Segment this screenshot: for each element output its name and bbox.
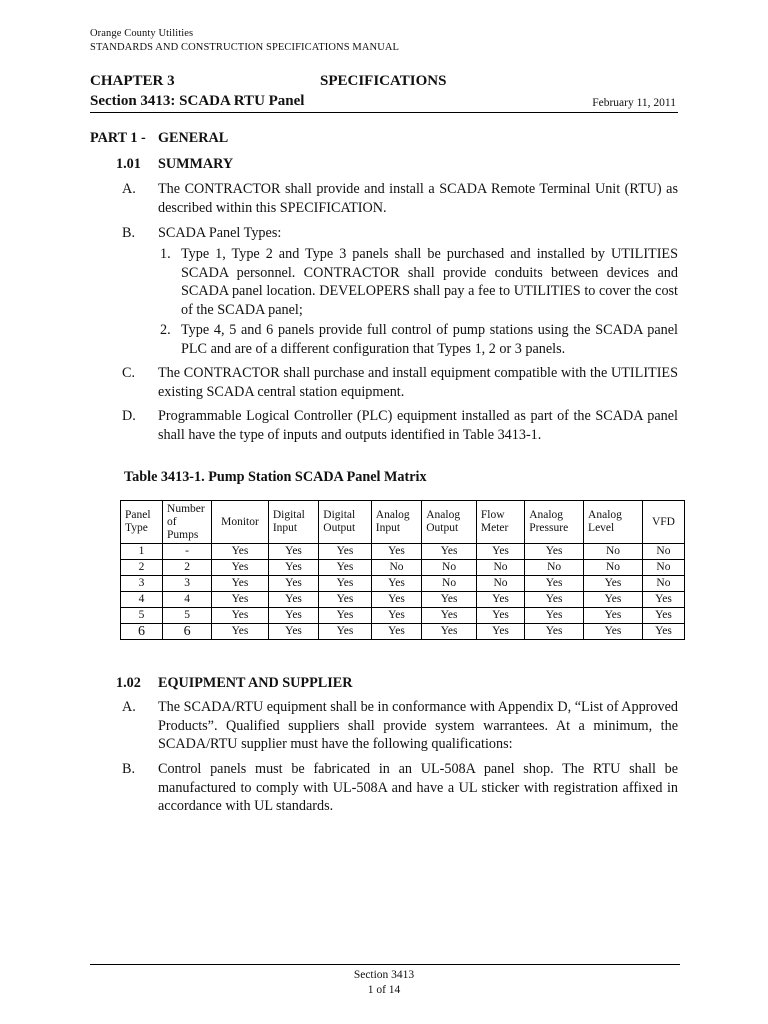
item-label: B. bbox=[122, 761, 136, 777]
table-cell: Yes bbox=[422, 608, 477, 624]
table-cell: Yes bbox=[212, 608, 269, 624]
table-cell: Yes bbox=[212, 624, 269, 640]
table-cell: 1 bbox=[121, 544, 163, 560]
column-header: Monitor bbox=[212, 501, 269, 544]
table-cell: Yes bbox=[319, 560, 372, 576]
table-cell: No bbox=[584, 560, 643, 576]
table-row bbox=[121, 544, 685, 560]
header-rule bbox=[90, 112, 678, 113]
table-cell: No bbox=[584, 544, 643, 560]
table-cell: Yes bbox=[371, 592, 421, 608]
list-number: 1. bbox=[160, 246, 171, 262]
column-header: Analog Output bbox=[422, 501, 477, 544]
column-header: Analog Level bbox=[584, 501, 643, 544]
table-cell: Yes bbox=[642, 608, 684, 624]
table-cell: Yes bbox=[422, 544, 477, 560]
table-cell: Yes bbox=[212, 544, 269, 560]
table-cell: 4 bbox=[163, 592, 212, 608]
table-cell: Yes bbox=[476, 608, 524, 624]
table-row bbox=[121, 592, 685, 608]
item-label: A. bbox=[122, 181, 136, 197]
column-header: VFD bbox=[642, 501, 684, 544]
table-cell: Yes bbox=[371, 624, 421, 640]
table-cell: No bbox=[476, 560, 524, 576]
table-cell: Yes bbox=[525, 544, 584, 560]
table-cell: Yes bbox=[268, 592, 318, 608]
table-cell: - bbox=[163, 544, 212, 560]
table-cell: Yes bbox=[476, 624, 524, 640]
table-row bbox=[121, 560, 685, 576]
table-cell: Yes bbox=[371, 608, 421, 624]
column-header: Analog Input bbox=[371, 501, 421, 544]
column-header: Panel Type bbox=[121, 501, 163, 544]
table-cell: No bbox=[642, 544, 684, 560]
table-cell: Yes bbox=[476, 544, 524, 560]
table-cell: No bbox=[371, 560, 421, 576]
table-cell: Yes bbox=[422, 624, 477, 640]
manual-title: STANDARDS AND CONSTRUCTION SPECIFICATIONS MANUAL bbox=[90, 42, 400, 53]
table-cell: 5 bbox=[163, 608, 212, 624]
org-name: Orange County Utilities bbox=[90, 28, 194, 39]
table-cell: Yes bbox=[212, 576, 269, 592]
table-cell: No bbox=[642, 576, 684, 592]
section-heading: EQUIPMENT AND SUPPLIER bbox=[158, 675, 353, 691]
table-cell: No bbox=[422, 560, 477, 576]
table-cell: Yes bbox=[584, 624, 643, 640]
table-cell: No bbox=[422, 576, 477, 592]
table-cell: 2 bbox=[163, 560, 212, 576]
paragraph: Programmable Logical Controller (PLC) equipment installed as part of the SCADA panel shall have the type of inputs and outputs identified in Table 3413-1. bbox=[158, 408, 678, 443]
column-header: Digital Output bbox=[319, 501, 372, 544]
table-cell: Yes bbox=[319, 592, 372, 608]
table-cell: Yes bbox=[212, 560, 269, 576]
table-cell: Yes bbox=[642, 592, 684, 608]
footer-section: Section 3413 bbox=[353, 969, 415, 981]
paragraph: The SCADA/RTU equipment shall be in conformance with Appendix D, “List of Approved Products”. Qualified suppliers shall provide system warrantees. At a minimum, the SCADA/RTU supplier must have the following qualifications: bbox=[158, 699, 678, 752]
table-cell: Yes bbox=[268, 560, 318, 576]
section-heading: SUMMARY bbox=[158, 156, 234, 172]
table-cell: No bbox=[476, 576, 524, 592]
panel-matrix-table bbox=[120, 500, 685, 640]
section-title: Section 3413: SCADA RTU Panel bbox=[90, 93, 305, 109]
document-date: February 11, 2011 bbox=[592, 97, 676, 109]
table-cell: Yes bbox=[319, 544, 372, 560]
section-number: 1.01 bbox=[116, 156, 141, 172]
list-number: 2. bbox=[160, 322, 171, 338]
column-header: Digital Input bbox=[268, 501, 318, 544]
table-cell: Yes bbox=[584, 592, 643, 608]
column-header: Analog Pressure bbox=[525, 501, 584, 544]
paragraph: Control panels must be fabricated in an UL-508A panel shop. The RTU shall be manufactured to comply with UL-508A and have a UL sticker with registration affixed in accordance with UL standards. bbox=[158, 761, 678, 814]
section-number: 1.02 bbox=[116, 675, 141, 691]
page-number: 1 of 14 bbox=[367, 984, 401, 996]
table-cell: 2 bbox=[121, 560, 163, 576]
table-cell: Yes bbox=[422, 592, 477, 608]
table-cell: 6 bbox=[121, 624, 163, 640]
table-cell: Yes bbox=[268, 576, 318, 592]
paragraph: SCADA Panel Types: bbox=[158, 225, 282, 241]
table-row bbox=[121, 576, 685, 592]
table-cell: Yes bbox=[268, 624, 318, 640]
table-cell: Yes bbox=[268, 544, 318, 560]
item-label: B. bbox=[122, 225, 136, 241]
table-cell: 3 bbox=[121, 576, 163, 592]
table-cell: 3 bbox=[163, 576, 212, 592]
paragraph: The CONTRACTOR shall provide and install a SCADA Remote Terminal Unit (RTU) as described within this SPECIFICATION. bbox=[158, 181, 678, 216]
chapter-label: CHAPTER 3 bbox=[90, 73, 175, 89]
table-cell: 5 bbox=[121, 608, 163, 624]
table-header-row bbox=[121, 501, 685, 544]
table-cell: Yes bbox=[476, 592, 524, 608]
table-cell: Yes bbox=[525, 624, 584, 640]
table-cell: No bbox=[642, 560, 684, 576]
item-label: D. bbox=[122, 408, 136, 424]
part-label: PART 1 - bbox=[90, 130, 146, 146]
table-cell: Yes bbox=[212, 592, 269, 608]
table-cell: Yes bbox=[525, 592, 584, 608]
table-cell: Yes bbox=[371, 544, 421, 560]
table-cell: Yes bbox=[319, 576, 372, 592]
item-label: C. bbox=[122, 365, 136, 381]
table-caption: Table 3413-1. Pump Station SCADA Panel Matrix bbox=[124, 469, 427, 485]
footer-rule bbox=[90, 964, 680, 965]
table-cell: Yes bbox=[319, 608, 372, 624]
column-header: Number of Pumps bbox=[163, 501, 212, 544]
table-cell: Yes bbox=[268, 608, 318, 624]
table-cell: Yes bbox=[584, 576, 643, 592]
table-cell: Yes bbox=[642, 624, 684, 640]
table-cell: Yes bbox=[371, 576, 421, 592]
paragraph: The CONTRACTOR shall purchase and install equipment compatible with the UTILITIES existing SCADA central station equipment. bbox=[158, 365, 678, 400]
table-row bbox=[121, 608, 685, 624]
table-cell: 6 bbox=[163, 624, 212, 640]
item-label: A. bbox=[122, 699, 136, 715]
part-title: GENERAL bbox=[158, 130, 229, 146]
table-cell: Yes bbox=[584, 608, 643, 624]
chapter-title: SPECIFICATIONS bbox=[320, 73, 447, 89]
table-cell: Yes bbox=[525, 576, 584, 592]
list-item: Type 1, Type 2 and Type 3 panels shall be purchased and installed by UTILITIES SCADA personnel. CONTRACTOR shall provide conduits between devices and SCADA panel location. DEVELOPERS shall pay a fee to UTILITIES to cover the cost of the SCADA panel; bbox=[181, 246, 678, 318]
column-header: Flow Meter bbox=[476, 501, 524, 544]
table-row bbox=[121, 624, 685, 640]
table-cell: Yes bbox=[525, 608, 584, 624]
table-cell: 4 bbox=[121, 592, 163, 608]
list-item: Type 4, 5 and 6 panels provide full control of pump stations using the SCADA panel PLC and are of a different configuration that Types 1, 2 or 3 panels. bbox=[181, 322, 678, 357]
table-cell: Yes bbox=[319, 624, 372, 640]
table-cell: No bbox=[525, 560, 584, 576]
